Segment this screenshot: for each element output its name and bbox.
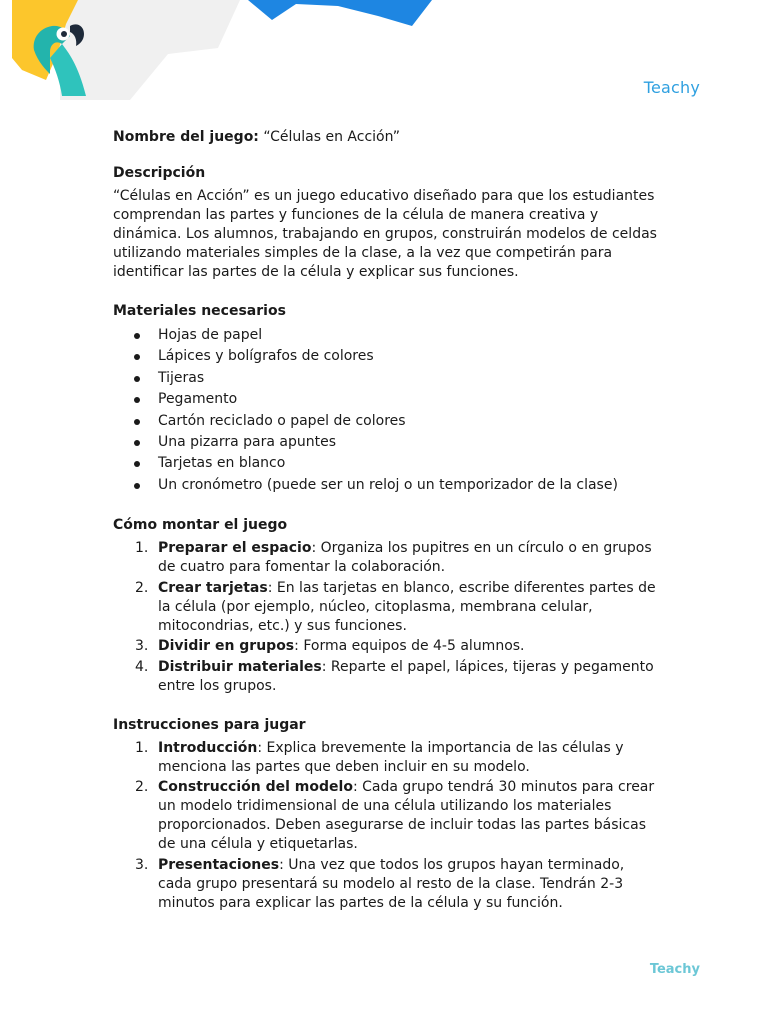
list-item bbox=[113, 739, 658, 777]
setup-heading: Cómo montar el juego bbox=[113, 517, 288, 534]
game-name-label: Nombre del juego: bbox=[113, 129, 259, 145]
step-number: 4. bbox=[135, 658, 149, 675]
list-item bbox=[113, 658, 658, 696]
brand-logo-text[interactable]: Teachy bbox=[643, 78, 700, 97]
step-number: 1. bbox=[135, 739, 149, 756]
list-item: Tijeras bbox=[113, 368, 658, 389]
step-title: Dividir en grupos bbox=[158, 638, 295, 655]
setup-steps-list bbox=[113, 539, 658, 696]
document-body bbox=[113, 128, 658, 933]
step-title: Construcción del modelo bbox=[158, 779, 353, 796]
gray-shape bbox=[60, 0, 240, 100]
materials-list bbox=[113, 325, 658, 496]
list-item bbox=[113, 778, 658, 854]
materials-heading: Materiales necesarios bbox=[113, 303, 286, 319]
step-number: 3. bbox=[135, 638, 149, 655]
list-item: Cartón reciclado o papel de colores bbox=[113, 411, 658, 432]
list-item: Pegamento bbox=[113, 389, 658, 410]
step-number: 2. bbox=[135, 579, 149, 596]
description-heading: Descripción bbox=[113, 165, 206, 181]
list-item: Una pizarra para apuntes bbox=[113, 432, 658, 453]
instructions-steps-list bbox=[113, 739, 658, 913]
step-title: Presentaciones bbox=[158, 856, 280, 873]
header-decoration bbox=[0, 0, 460, 100]
step-text: : Explica brevemente la importancia de las células y menciona las partes que deben incluir en su modelo. bbox=[158, 739, 624, 775]
description-text: “Células en Acción” es un juego educativo diseñado para que los estudiantes comprendan las partes y funciones de la célula de manera creativa y dinámica. Los alumnos, trabajando en grupos, construirán modelos de celdas utilizando materiales simples de la clase, a la vez que competirán para identificar las partes de la célula y explicar sus funciones. bbox=[113, 188, 657, 280]
footer-brand-text: Teachy bbox=[649, 962, 700, 977]
instructions-heading: Instrucciones para jugar bbox=[113, 716, 306, 733]
list-item: Lápices y bolígrafos de colores bbox=[113, 346, 658, 367]
blue-shape bbox=[248, 0, 432, 26]
list-item: Hojas de papel bbox=[113, 325, 658, 346]
step-title: Distribuir materiales bbox=[158, 658, 322, 675]
step-text: : Reparte el papel, lápices, tijeras y pegamento entre los grupos. bbox=[158, 658, 654, 694]
step-number: 3. bbox=[135, 856, 149, 873]
step-text: : Organiza los pupitres en un círculo o en grupos de cuatro para fomentar la colaboración. bbox=[158, 540, 652, 576]
step-title: Introducción bbox=[158, 739, 258, 756]
step-text: : Una vez que todos los grupos hayan terminado, cada grupo presentará su modelo al resto de la clase. Tendrán 2-3 minutos para explicar las partes de la célula y su función. bbox=[158, 856, 625, 911]
step-text: : Cada grupo tendrá 30 minutos para crear un modelo tridimensional de una célula utilizando los materiales proporcionados. Deben asegurarse de incluir todas las partes básicas de una célula y etiquetarlas. bbox=[158, 779, 655, 853]
list-item bbox=[113, 637, 658, 656]
step-number: 1. bbox=[135, 540, 149, 557]
list-item bbox=[113, 539, 658, 577]
list-item bbox=[113, 579, 658, 636]
step-text: : Forma equipos de 4-5 alumnos. bbox=[294, 638, 525, 655]
step-text: : En las tarjetas en blanco, escribe diferentes partes de la célula (por ejemplo, núcleo, citoplasma, membrana celular, mitocondrias, etc.) y sus funciones. bbox=[158, 579, 656, 634]
list-item: Tarjetas en blanco bbox=[113, 453, 658, 474]
step-title: Crear tarjetas bbox=[158, 579, 268, 596]
list-item bbox=[113, 856, 658, 913]
list-item: Un cronómetro (puede ser un reloj o un temporizador de la clase) bbox=[113, 475, 658, 496]
game-name-line bbox=[113, 128, 658, 147]
step-number: 2. bbox=[135, 779, 149, 796]
step-title: Preparar el espacio bbox=[158, 540, 312, 557]
game-name-value: “Células en Acción” bbox=[263, 129, 400, 145]
